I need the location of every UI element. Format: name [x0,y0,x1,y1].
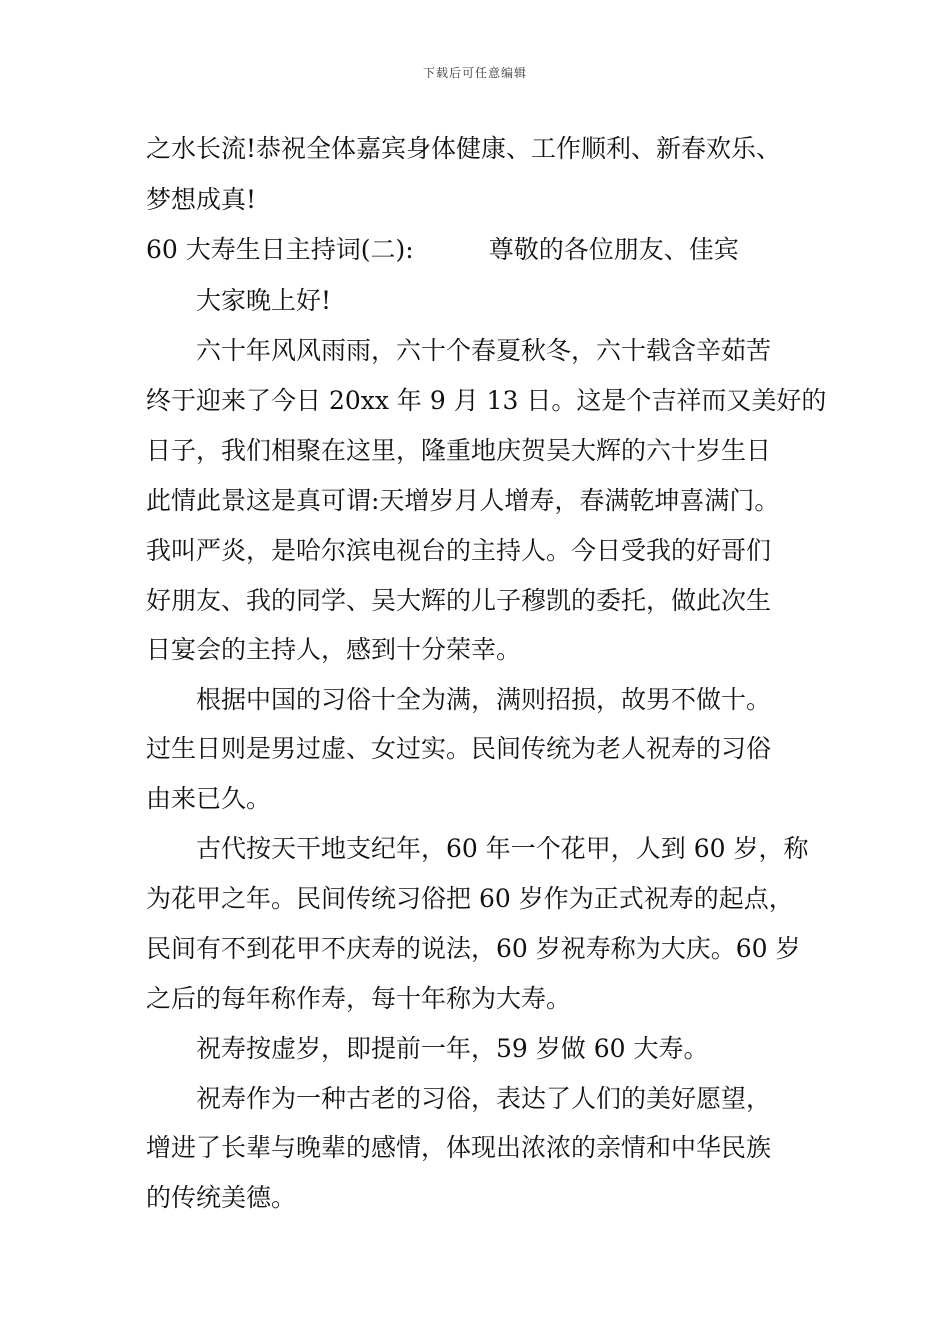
text-line: 增进了长辈与晚辈的感情，体现出浓浓的亲情和中华民族 [146,1133,772,1162]
text-line: 梦想成真! [146,185,257,214]
text-line: 终于迎来了今日 20xx 年 9 月 13 日。这是个吉祥而又美好的 [146,386,827,415]
text-line: 祝寿按虚岁，即提前一年，59 岁做 60 大寿。 [196,1034,709,1063]
text-line: 之后的每年称作寿，每十年称为大寿。 [146,984,572,1013]
text-line: 古代按天干地支纪年，60 年一个花甲，人到 60 岁，称 [196,834,809,863]
text-line: 大家晚上好! [196,286,332,315]
text-line: 之水长流!恭祝全体嘉宾身体健康、工作顺利、新春欢乐、 [146,134,782,163]
text-line: 民间有不到花甲不庆寿的说法，60 岁祝寿称为大庆。60 岁 [146,934,801,963]
text-line: 为花甲之年。民间传统习俗把 60 岁作为正式祝寿的起点， [146,884,794,913]
text-line: 六十年风风雨雨，六十个春夏秋冬，六十载含辛茹苦 [196,336,772,365]
text-line: 由来已久。 [146,784,272,813]
text-line: 根据中国的习俗十全为满，满则招损，故男不做十。 [196,685,772,714]
text-line: 祝寿作为一种古老的习俗，表达了人们的美好愿望， [196,1084,772,1113]
text-line: 的传统美德。 [146,1183,297,1212]
text-line: 日子，我们相聚在这里，隆重地庆贺吴大辉的六十岁生日 [146,436,772,465]
page-header: 下载后可任意编辑 [422,66,527,80]
text-line: 此情此景这是真可谓:天增岁月人增寿，春满乾坤喜满门。 [146,486,780,515]
text-line: 日宴会的主持人，感到十分荣幸。 [146,635,522,664]
section-heading: 60 大寿生日主持词(二): 尊敬的各位朋友、佳宾 [146,235,739,264]
text-line: 我叫严炎，是哈尔滨电视台的主持人。今日受我的好哥们 [146,536,772,565]
text-line: 好朋友、我的同学、吴大辉的儿子穆凯的委托，做此次生 [146,586,772,615]
text-line: 过生日则是男过虚、女过实。民间传统为老人祝寿的习俗 [146,734,772,763]
